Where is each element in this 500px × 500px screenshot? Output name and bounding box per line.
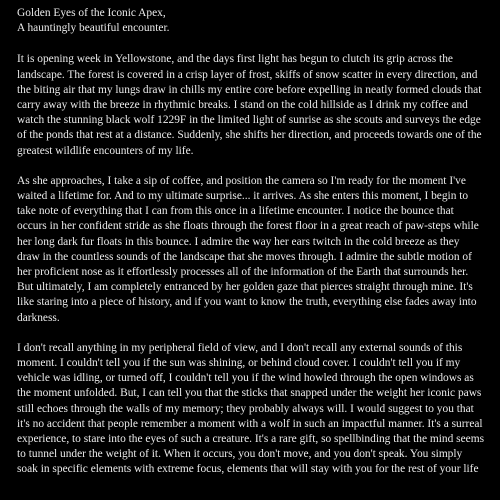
paragraph-line: it's no accident that people remember a moment with a wolf in such an impactful manner. It's a surreal (17, 417, 483, 430)
paragraph-line: soak in specific elements with extreme focus, elements that will stay with you for the rest of your life (17, 463, 479, 476)
title-block (17, 6, 487, 36)
paragraph-line: her proficient nose as it effortlessly processes all of the information of the Earth that surrounds her. (17, 266, 469, 279)
paragraph-line: darkness. (17, 311, 60, 324)
paragraph-line: the biting air that my lungs draw in chills my entire core before expelling in neatly formed clouds that (17, 83, 482, 96)
paragraph-1 (17, 52, 487, 158)
document-subtitle: A hauntingly beautiful encounter. (17, 22, 170, 35)
paragraph-line: draw in the countless sounds of the landscape that she moves through. I admire the subtle motion of (17, 250, 472, 263)
paragraph-line: waited a lifetime for. And to my ultimate surprise... it arrives. As she enters this moment, I begin to (17, 190, 469, 203)
paragraph-line: It is opening week in Yellowstone, and the days first light has begun to clutch its grip across the (17, 53, 453, 66)
paragraph-line: greatest wildlife encounters of my life. (17, 144, 194, 157)
paragraph-3 (17, 341, 487, 478)
paragraph-line: vehicle was idling, or turned off, I couldn't tell you if the wind howled through the open windows as (17, 372, 474, 385)
paragraph-line: her long dark fur floats in this bounce. I admire the way her ears twitch in the cold breeze as they (17, 235, 460, 248)
paragraph-line: watch the stunning black wolf 1229F in the limited light of sunrise as she scouts and surveys the edge (17, 114, 481, 127)
document-body (17, 6, 487, 493)
paragraph-line: experience, to stare into the eyes of such a creature. It's a rare gift, so spellbinding that the mind seems (17, 433, 485, 446)
document-title: Golden Eyes of the Iconic Apex, (17, 7, 166, 19)
paragraph-line: landscape. The forest is covered in a crisp layer of frost, skiffs of snow scatter in every direction, and (17, 68, 478, 81)
paragraph-2 (17, 174, 487, 326)
paragraph-line: occurs in her confident stride as she floats through the forest floor in a great reach of paw-steps while (17, 220, 479, 233)
paragraph-line: carry away with the breeze in rhythmic breaks. I stand on the cold hillside as I drink my coffee and (17, 99, 468, 112)
paragraph-line: moment. I couldn't tell you if the sun was shining, or behind cloud cover. I couldn't tell you if my (17, 357, 461, 370)
paragraph-line: like staring into a piece of history, and if you want to know the truth, everything else fades away into (17, 296, 477, 309)
paragraph-line: of the ponds that rest at a distance. Suddenly, she shifts her direction, and proceeds towards one of the (17, 129, 482, 142)
paragraph-line: take note of everything that I can from this once in a lifetime encounter. I notice the bounce that (17, 205, 454, 218)
paragraph-line: I don't recall anything in my peripheral field of view, and I don't recall any external sounds of this (17, 341, 463, 354)
paragraph-line: But ultimately, I am completely entranced by her golden gaze that pierces straight through mine. It's (17, 281, 473, 294)
paragraph-line: As she approaches, I take a sip of coffee, and position the camera so I'm ready for the moment I've (17, 174, 466, 187)
paragraph-line: still echoes through the walls of my memory; they probably always will. I would suggest to you that (17, 402, 474, 415)
paragraph-line: to tunnel under the weight of it. When it occurs, you don't move, and you don't speak. You simply (17, 448, 463, 461)
paragraph-line: the moment unfolded. But, I can tell you that the sticks that snapped under the weight her iconic paws (17, 387, 482, 400)
